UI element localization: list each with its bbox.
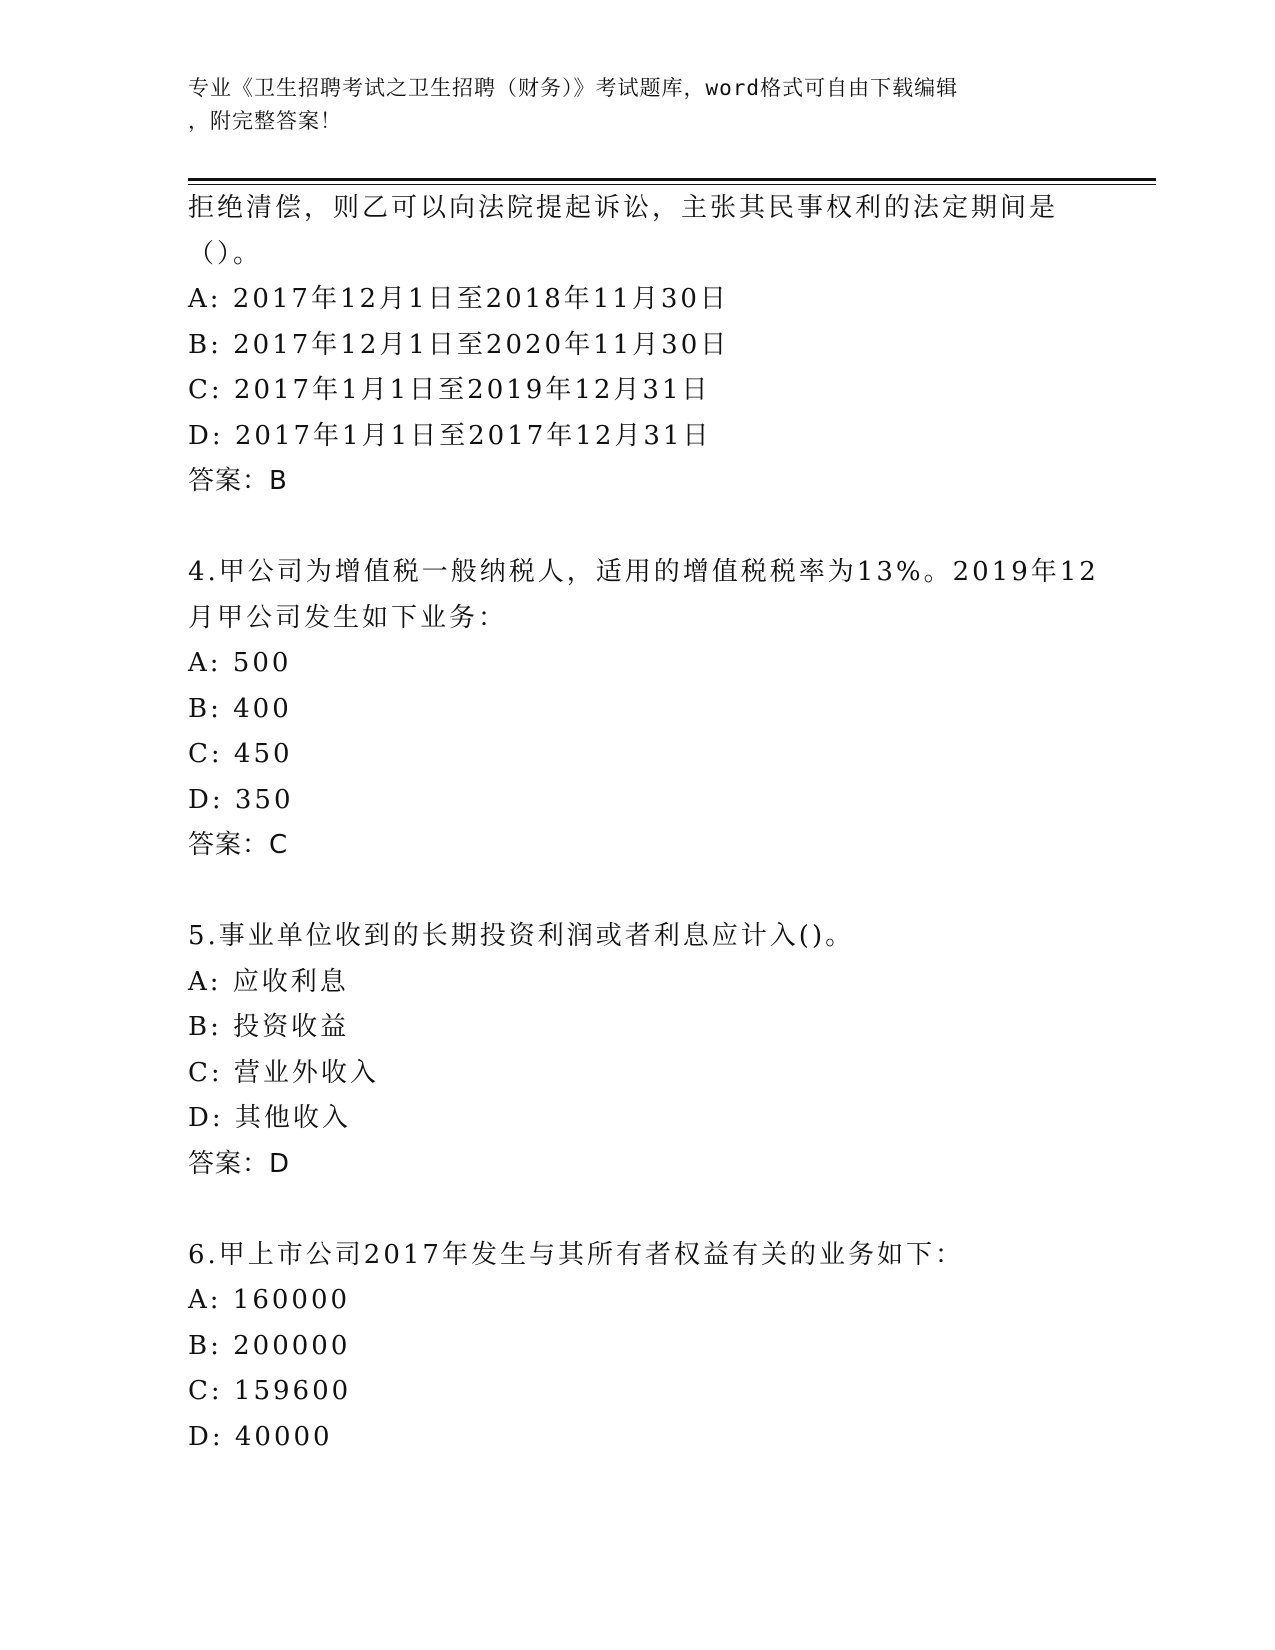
option-d: D: 其他收入 — [188, 1103, 351, 1133]
question-text: 5.事业单位收到的长期投资利润或者利息应计入()。 — [188, 921, 855, 951]
option-a: A: 160000 — [188, 1285, 351, 1315]
question-list — [188, 186, 1148, 1460]
option-c: C: 2017年1月1日至2019年12月31日 — [188, 375, 711, 405]
option-d: D: 350 — [188, 784, 294, 815]
question-5 — [188, 914, 1148, 1187]
question-6 — [188, 1233, 1148, 1461]
option-d: D: 2017年1月1日至2017年12月31日 — [188, 420, 712, 451]
option-b: B: 200000 — [188, 1330, 351, 1361]
spacer — [188, 505, 1148, 551]
spacer — [188, 1187, 1148, 1233]
option-c: C: 159600 — [188, 1376, 352, 1406]
option-a: A: 500 — [188, 648, 292, 678]
answer-label: 答案：D — [188, 1148, 291, 1179]
option-b: B: 2017年12月1日至2020年11月30日 — [188, 329, 730, 360]
question-text: 4.甲公司为增值税一般纳税人，适用的增值税税率为13%。2019年12 — [188, 557, 1099, 587]
answer-label: 答案：C — [188, 830, 289, 860]
question-text: 月甲公司发生如下业务： — [188, 602, 508, 633]
header-divider-thick — [188, 178, 1156, 181]
question-text: 拒绝清偿，则乙可以向法院提起诉讼，主张其民事权利的法定期间是 — [188, 193, 1059, 223]
header-line-2: ，附完整答案！ — [188, 109, 342, 133]
question-text: （）。 — [188, 238, 263, 269]
option-a: A: 应收利息 — [188, 966, 349, 997]
option-b: B: 投资收益 — [188, 1012, 350, 1042]
header-divider-thin — [188, 184, 1156, 185]
option-c: C: 450 — [188, 739, 293, 769]
option-d: D: 40000 — [188, 1421, 333, 1452]
spacer — [188, 869, 1148, 915]
question-4 — [188, 550, 1148, 869]
question-3 — [188, 186, 1148, 505]
answer-label: 答案：B — [188, 466, 288, 496]
option-a: A: 2017年12月1日至2018年11月30日 — [188, 284, 729, 314]
option-b: B: 400 — [188, 693, 292, 724]
document-header — [188, 72, 1068, 138]
option-c: C: 营业外收入 — [188, 1057, 379, 1088]
header-line-1: 专业《卫生招聘考试之卫生招聘（财务）》考试题库，word格式可自由下载编辑 — [188, 76, 959, 100]
question-text: 6.甲上市公司2017年发生与其所有者权益有关的业务如下： — [188, 1239, 964, 1270]
